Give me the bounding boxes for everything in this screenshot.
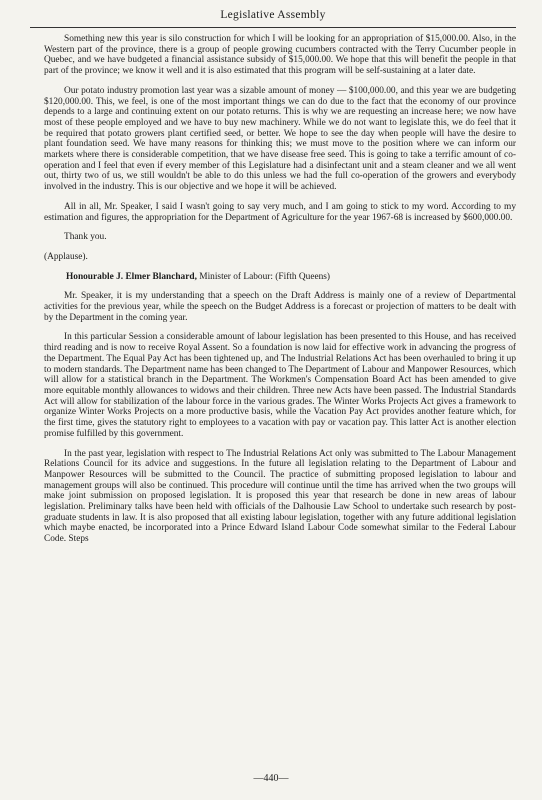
paragraph: Thank you. [64, 232, 107, 243]
applause-note: (Applause). [44, 251, 88, 262]
paragraph: In the past year, legislation with respect to The Industrial Relations Act only was submitted to The Labour Management Relations Council for its advice and suggestions. In the future all legislation relating to the Department of Labour and Manpower Resources will be submitted to the Council. The practice of submitting proposed legislation to labour and management groups will also be continued. This procedure will continue until the time has arrived when the two groups will make joint submission on proposed legislation. It is proposed this year that research be done in new areas of labour legislation. Preliminary talks have been held with officials of the Dalhousie Law School to undertake such research by post-graduate students in law. It is also proposed that all existing labour legislation, together with any future additional legislation which maybe enacted, be incorporated into a Prince Edward Island Labour Code somewhat similar to the Federal Labour Code. Steps [44, 448, 516, 545]
paragraph: Something new this year is silo construction for which I will be looking for an appropriation of $15,000.00. Also, in the Western part of the province, there is a group of people growing cucumbers contracted with the Terry Cucumber people in Quebec, and we have budgeted a financial assistance subsidy of $15,000.00. We hope that this will benefit the people in that part of the province; we know it well and it is also estimated that this program will be self-sustaining at a later date. [44, 34, 516, 77]
paragraph: All in all, Mr. Speaker, I said I wasn't going to say very much, and I am going to stick to my word. According to my estimation and figures, the appropriation for the Department of Agriculture for the year 1967-68 is increased by $600,000.00. [44, 201, 516, 223]
paragraph: Our potato industry promotion last year was a sizable amount of money — $100,000.00, and this year we are budgeting $120,000.00. This, we feel, is one of the most important things we can do due to the fact that the economy of our province depends to a large and continuing extent on our potato returns. This is why we are requesting an increase here; we now have most of these people employed and we have to buy new machinery. While we do not want to legislate this, we do feel that it be required that potato growers plant certified seed, or better. We hope to see the day when people will have the desire to plant foundation seed. We have many reasons for thinking this; we must move to the position where we can inform our markets where there is considerable competition, that we have disease free seed. This is going to take a terrific amount of co-operation and I feel that even if every member of this Legislature had a disinfectant unit and a steam cleaner and we all went out, thirty two of us, we still wouldn't be able to do this unless we had the full co-operation of the growers and everybody involved in the industry. This is our objective and we hope it will be achieved. [44, 85, 516, 193]
speaker-name: Honourable J. Elmer Blanchard, [66, 271, 197, 282]
document-body [44, 34, 516, 554]
speaker-line [44, 272, 516, 283]
header-rule [30, 27, 516, 28]
paragraph: In this particular Session a considerable amount of labour legislation has been presented to this House, and has received third reading and is now to receive Royal Assent. So a foundation is now laid for effective work in advancing the progress of the Department. The Equal Pay Act has been tightened up, and The Industrial Relations Act has been overhauled to bring it up to modern standards. The Department name has been changed to The Department of Labour and Manpower Resources, which will allow for a statistical branch in the Department. The Workmen's Compensation Board Act has been amended to give more equitable monthly allowances to widows and their children. Three new Acts have been passed. The Industrial Standards Act will allow for stabilization of the labour force in the various grades. The Winter Works Projects Act gives a framework to organize Winter Works Projects on a more productive basis, while the Vacation Pay Act provides another feature which, for the first time, gives the statutory right to employees to a vacation with pay or vacation pay. This latter Act is another election promise fulfilled by this government. [44, 332, 516, 439]
page-number: —440— [253, 773, 289, 784]
speaker-role: Minister of Labour: (Fifth Queens) [196, 271, 331, 282]
paragraph: Mr. Speaker, it is my understanding that a speech on the Draft Address is mainly one of a review of Departmental activities for the previous year, while the speech on the Budget Address is a forecast or projection of matters to be dealt with by the Department in the coming year. [44, 291, 516, 323]
page-header: Legislative Assembly [220, 9, 326, 21]
